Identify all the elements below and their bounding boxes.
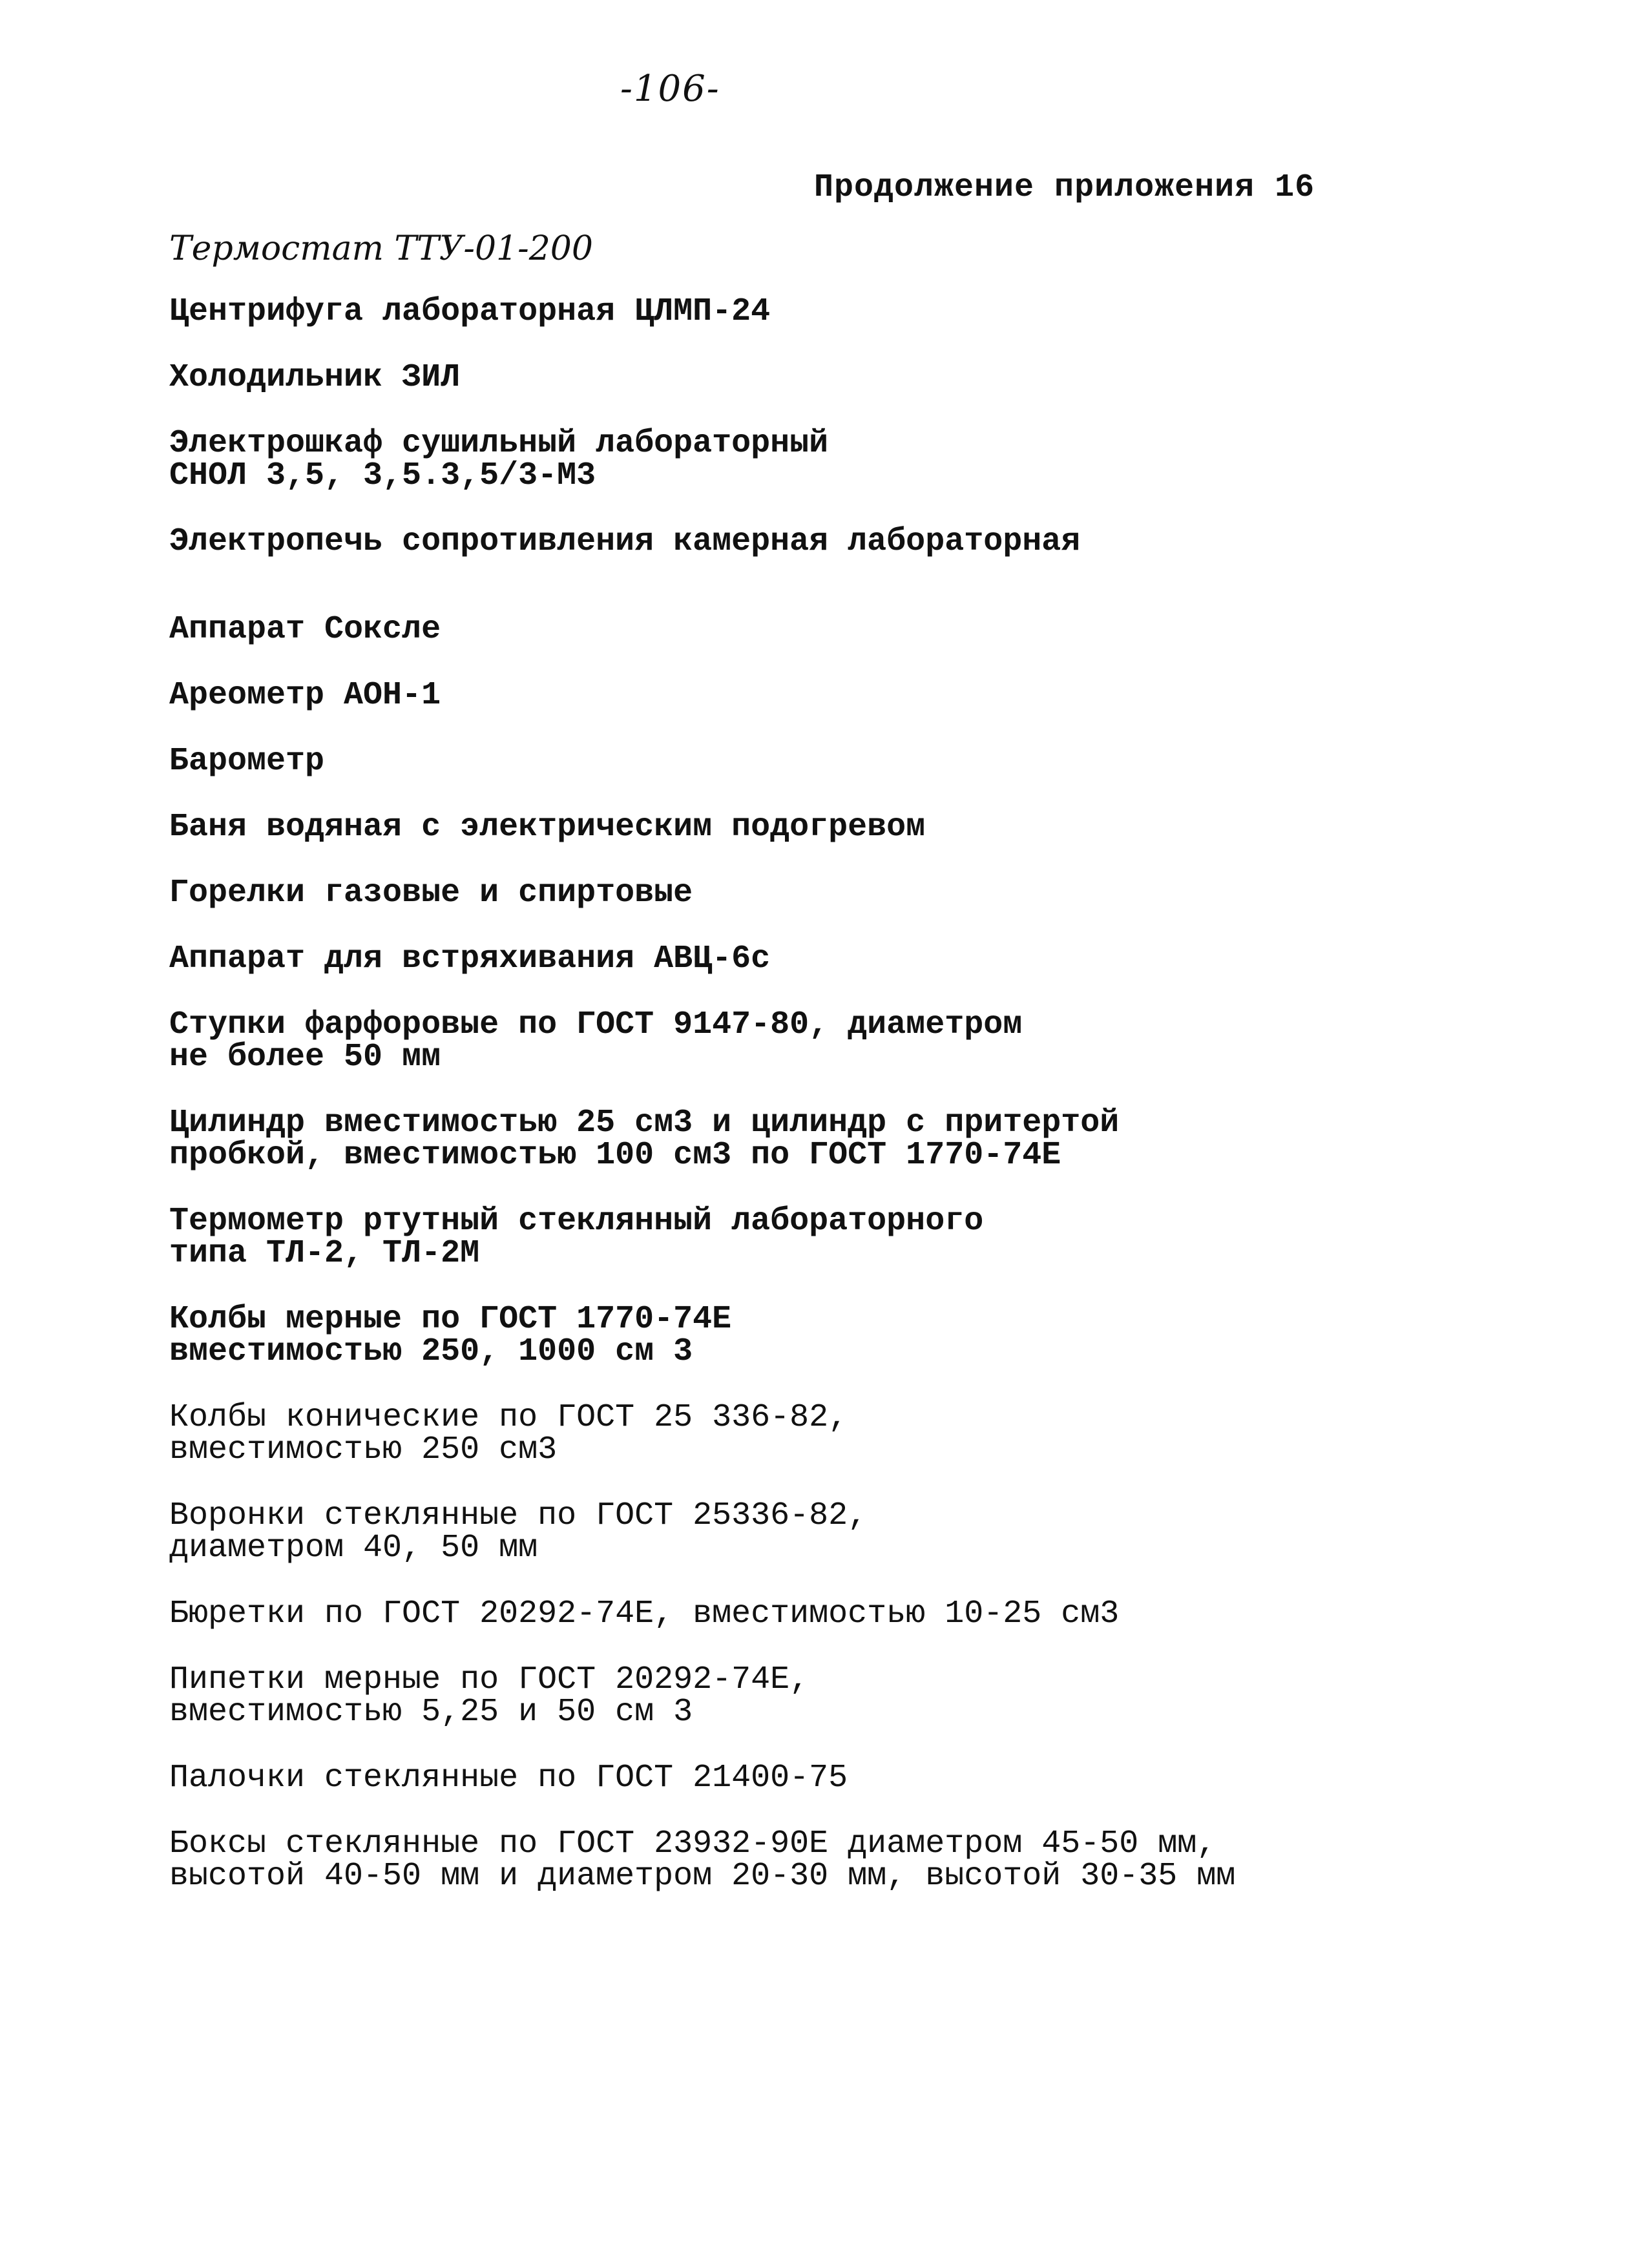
list-item (169, 359, 1526, 396)
list-item-line: Воронки стеклянные по ГОСТ 25336-82, (169, 1497, 868, 1534)
list-item (169, 677, 1526, 714)
list-item-line: Термостат ТТУ-01-200 (169, 229, 593, 268)
list-item-line: Электропечь сопротивления камерная лабораторная (169, 523, 1081, 560)
continuation-label: Продолжение приложения 16 (814, 169, 1315, 206)
list-item-line: Электрошкаф сушильный лабораторный (169, 425, 829, 462)
list-item-line: Ступки фарфоровые по ГОСТ 9147-80, диаметром (169, 1006, 1023, 1043)
list-item-line: Боксы стеклянные по ГОСТ 23932-90Е диаметром 45-50 мм, (169, 1826, 1217, 1862)
list-item (169, 1205, 1526, 1270)
list-item-line: Аппарат Сокслe (169, 611, 441, 648)
list-item-line: вместимостью 250, 1000 см 3 (169, 1333, 693, 1370)
list-item-line: высотой 40-50 мм и диаметром 20-30 мм, высотой 30-35 мм (169, 1858, 1236, 1895)
list-item-line: Термометр ртутный стеклянный лабораторного (169, 1203, 984, 1240)
list-item-line: Колбы конические по ГОСТ 25 336-82, (169, 1399, 848, 1436)
list-item-line: Баня водяная с электрическим подогревом (169, 809, 926, 846)
list-item-line: Пипетки мерные по ГОСТ 20292-74Е, (169, 1661, 809, 1698)
list-item (169, 745, 1526, 778)
page-number: -106- (620, 68, 720, 110)
list-item (169, 1497, 1526, 1566)
list-item-line: вместимостью 5,25 и 50 см 3 (169, 1694, 693, 1731)
list-item-line: Бюретки по ГОСТ 20292-74Е, вместимостью 10-25 см3 (169, 1596, 1120, 1632)
list-item-line: диаметром 40, 50 мм (169, 1530, 538, 1566)
list-item-line: Центрифуга лабораторная ЦЛМП-24 (169, 293, 771, 330)
list-item-line: пробкой, вместимостью 100 см3 по ГОСТ 1770-74Е (169, 1137, 1061, 1174)
list-item-line: Горелки газовые и спиртовые (169, 875, 693, 911)
list-item-line: Ареометр АОН-1 (169, 677, 441, 714)
list-item (169, 611, 1526, 648)
list-item-line: Аппарат для встряхивания АВЦ-6с (169, 941, 771, 977)
list-item-line: не более 50 мм (169, 1039, 441, 1076)
list-item (169, 523, 1526, 560)
list-item (169, 1661, 1526, 1731)
list-item-line: СНОЛ 3,5, 3,5.3,5/3-М3 (169, 457, 596, 494)
list-item (169, 1399, 1526, 1468)
list-item (169, 877, 1526, 910)
list-item (169, 1301, 1526, 1370)
list-item-line: типа ТЛ-2, ТЛ-2М (169, 1235, 480, 1272)
list-item (169, 1598, 1526, 1630)
list-item-line: Колбы мерные по ГОСТ 1770-74Е (169, 1301, 732, 1338)
list-item (169, 293, 1526, 330)
list-item (169, 229, 1526, 268)
list-item-line: Палочки стеклянные по ГОСТ 21400-75 (169, 1760, 848, 1796)
list-item-line: вместимостью 250 см3 (169, 1431, 558, 1468)
list-item (169, 425, 1526, 494)
list-item-line: Цилиндр вместимостью 25 см3 и цилиндр с притертой (169, 1105, 1120, 1141)
list-item-line: Барометр (169, 743, 325, 780)
list-item (169, 1107, 1526, 1172)
list-item (169, 1006, 1526, 1076)
list-item-line: Холодильник ЗИЛ (169, 359, 461, 396)
list-item (169, 1828, 1526, 1893)
list-item (169, 943, 1526, 975)
list-item (169, 1762, 1526, 1795)
equipment-list (169, 229, 1526, 1926)
list-item (169, 811, 1526, 844)
